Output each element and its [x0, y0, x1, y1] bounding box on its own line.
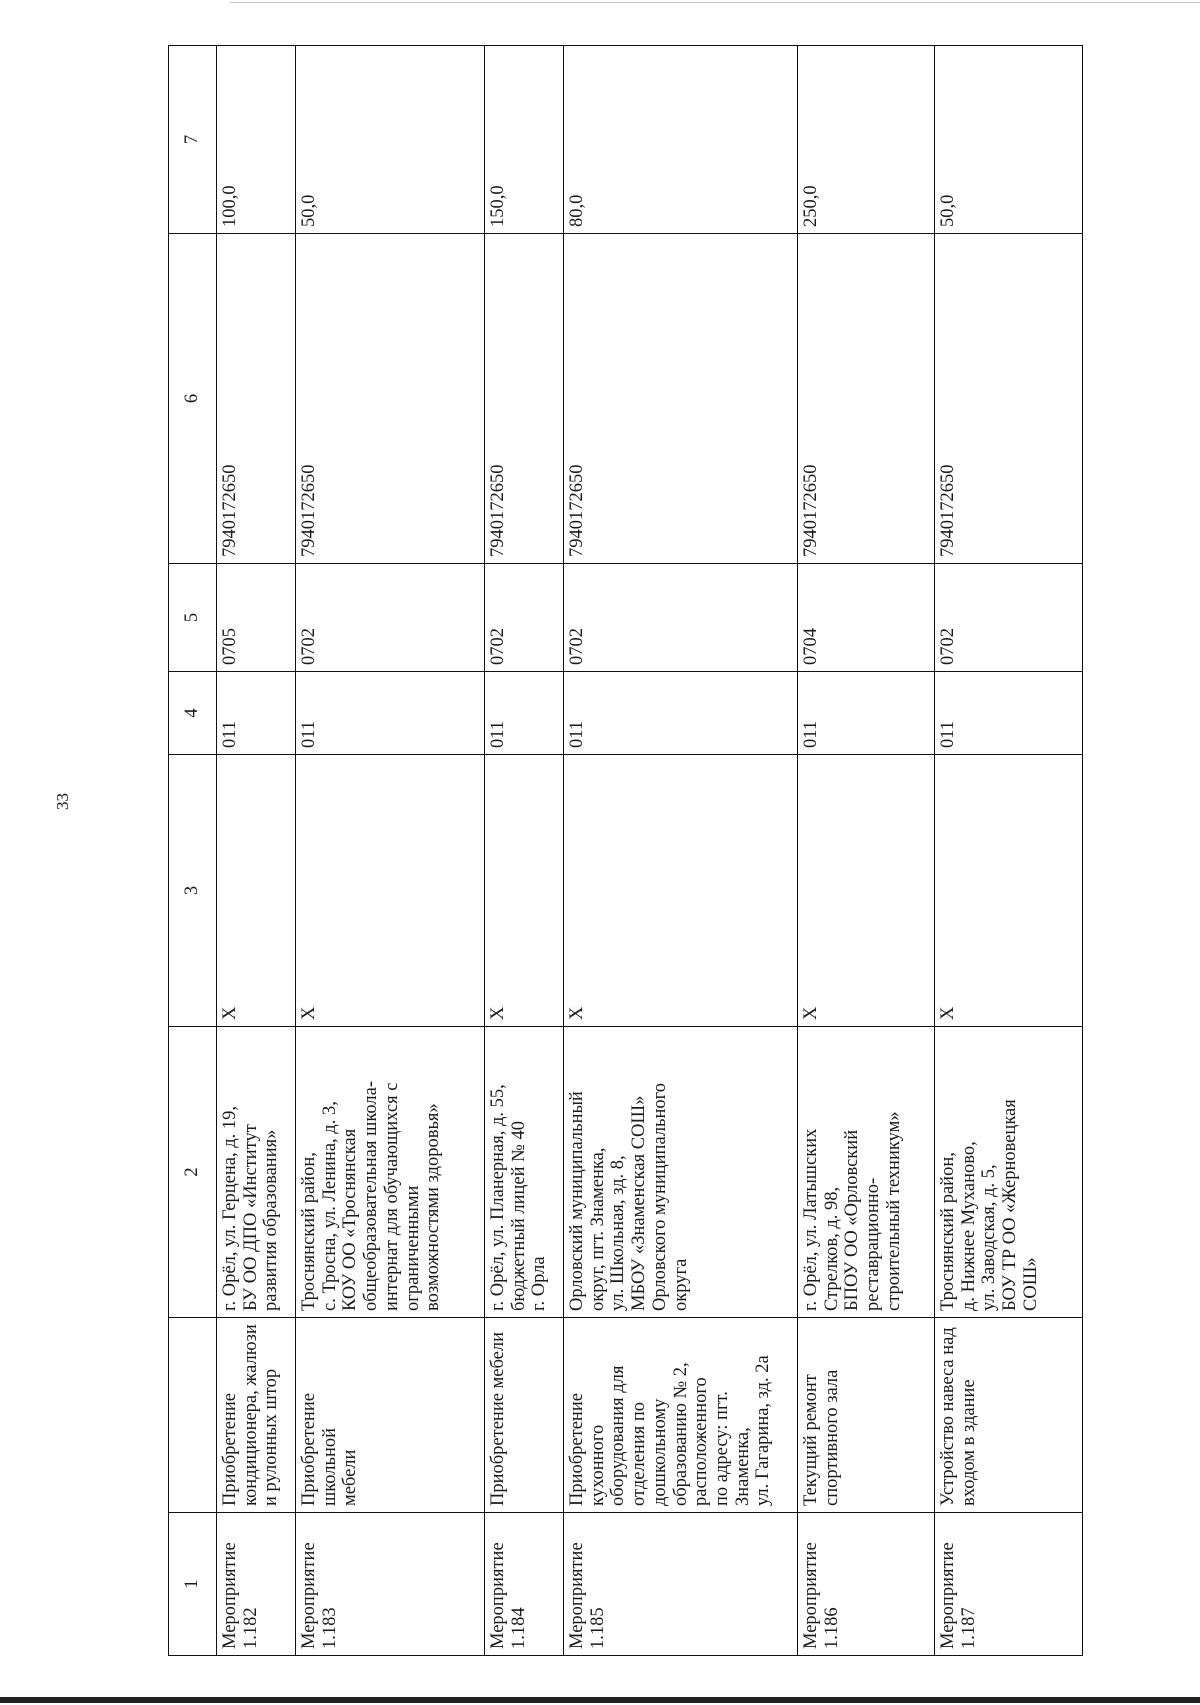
col4-cell: 011	[217, 672, 296, 755]
col6-cell: 7940172650	[485, 234, 564, 564]
header-cell: 3	[169, 755, 217, 1027]
col4-cell: 011	[935, 672, 1083, 755]
header-cell: 5	[169, 564, 217, 672]
col6-cell: 7940172650	[564, 234, 798, 564]
address-cell: Троснянский район, с. Тросна, ул. Ленина, д. 3, КОУ ОО «Троснянская общеобразовательная школа- интернат для обучающихся с ограниченными возможностями здоровья»	[296, 1027, 485, 1318]
description-cell: Приобретение кондиционера, жалюзи и рулонных штор	[217, 1318, 296, 1513]
table-row	[564, 46, 798, 1656]
table-row	[798, 46, 935, 1656]
col3-cell: Х	[564, 755, 798, 1027]
col3-cell: Х	[798, 755, 935, 1027]
col5-cell: 0704	[798, 564, 935, 672]
events-table	[168, 45, 1083, 1656]
table-row	[485, 46, 564, 1656]
description-cell: Приобретение кухонного оборудования для отделения по дошкольному образованию № 2, расположенного по адресу: пгт. Знаменка, ул. Гагарина, зд. 2а	[564, 1318, 798, 1513]
col3-cell: Х	[296, 755, 485, 1027]
amount-cell: 50,0	[935, 46, 1083, 234]
header-cell: 7	[169, 46, 217, 234]
table-header-row	[169, 46, 217, 1656]
event-cell: Мероприятие 1.183	[296, 1513, 485, 1656]
rotated-table-container	[168, 46, 1082, 1656]
col6-cell: 7940172650	[217, 234, 296, 564]
table-row	[935, 46, 1083, 1656]
header-cell: 6	[169, 234, 217, 564]
event-cell: Мероприятие 1.186	[798, 1513, 935, 1656]
description-cell: Приобретение школьной мебели	[296, 1318, 485, 1513]
top-scan-rule	[230, 2, 1200, 3]
header-cell: 2	[169, 1027, 217, 1318]
col3-cell: Х	[485, 755, 564, 1027]
address-cell: г. Орёл, ул. Герцена, д. 19, БУ ОО ДПО «Институт развития образования»	[217, 1027, 296, 1318]
table-row	[296, 46, 485, 1656]
event-cell: Мероприятие 1.187	[935, 1513, 1083, 1656]
address-cell: Троснянский район, д. Нижнее Муханово, ул. Заводская, д. 5, БОУ ТР ОО «Жерновецкая СОШ»	[935, 1027, 1083, 1318]
description-cell: Текущий ремонт спортивного зала	[798, 1318, 935, 1513]
col3-cell: Х	[935, 755, 1083, 1027]
page-number: 33	[53, 793, 72, 810]
event-cell: Мероприятие 1.185	[564, 1513, 798, 1656]
col4-cell: 011	[798, 672, 935, 755]
col4-cell: 011	[485, 672, 564, 755]
description-cell: Устройство навеса над входом в здание	[935, 1318, 1083, 1513]
bottom-scan-edge	[0, 1697, 1200, 1703]
col5-cell: 0705	[217, 564, 296, 672]
header-cell: 4	[169, 672, 217, 755]
description-cell: Приобретение мебели	[485, 1318, 564, 1513]
event-cell: Мероприятие 1.182	[217, 1513, 296, 1656]
col5-cell: 0702	[564, 564, 798, 672]
address-cell: Орловский муниципальный округ, пгт. Знаменка, ул. Школьная, зд. 8, МБОУ «Знаменская СОШ» Орловского муниципального округа	[564, 1027, 798, 1318]
col4-cell: 011	[564, 672, 798, 755]
address-cell: г. Орёл, ул. Планерная, д. 55, бюджетный лицей № 40 г. Орла	[485, 1027, 564, 1318]
amount-cell: 80,0	[564, 46, 798, 234]
col6-cell: 7940172650	[798, 234, 935, 564]
col6-cell: 7940172650	[935, 234, 1083, 564]
col5-cell: 0702	[935, 564, 1083, 672]
address-cell: г. Орёл, ул. Латышских Стрелков, д. 98, БПОУ ОО «Орловский реставрационно- строительный техникум»	[798, 1027, 935, 1318]
table-row	[217, 46, 296, 1656]
event-cell: Мероприятие 1.184	[485, 1513, 564, 1656]
col6-cell: 7940172650	[296, 234, 485, 564]
header-cell: 1	[169, 1513, 217, 1656]
header-cell	[169, 1318, 217, 1513]
amount-cell: 100,0	[217, 46, 296, 234]
col5-cell: 0702	[296, 564, 485, 672]
col5-cell: 0702	[485, 564, 564, 672]
amount-cell: 150,0	[485, 46, 564, 234]
amount-cell: 250,0	[798, 46, 935, 234]
amount-cell: 50,0	[296, 46, 485, 234]
col3-cell: Х	[217, 755, 296, 1027]
col4-cell: 011	[296, 672, 485, 755]
